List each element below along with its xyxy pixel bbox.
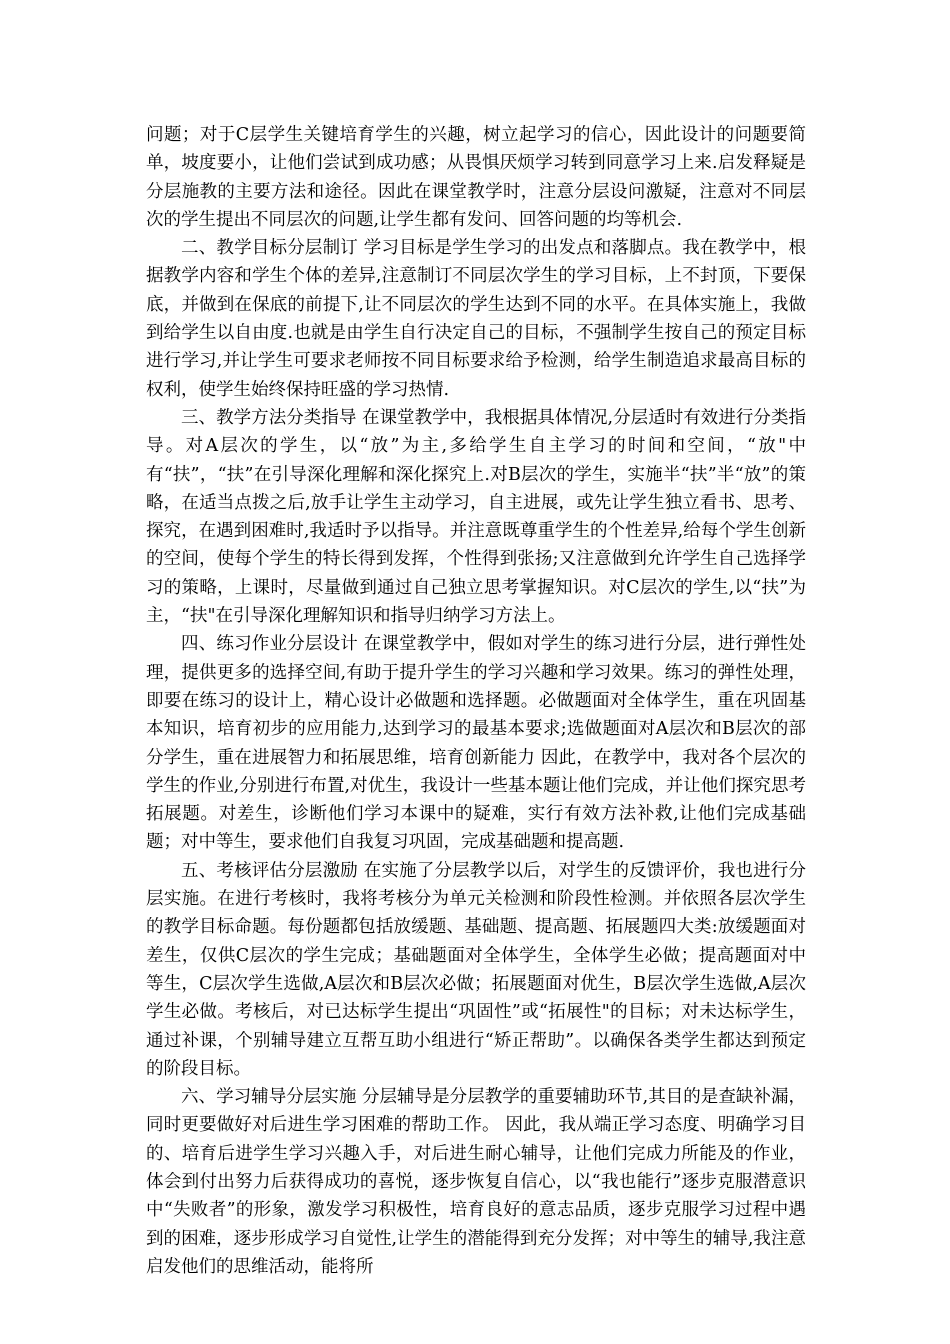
- document-body: [146, 121, 806, 1281]
- paragraph-section-6: 六、学习辅导分层实施 分层辅导是分层教学的重要辅助环节,其目的是查缺补漏，同时更要做好对后进生学习困难的帮助工作。 因此，我从端正学习态度、明确学习目的、培育后进学生学习兴趣入手，对后进生耐心辅导，让他们完成力所能及的作业，体会到付出努力后获得成功的喜悦，逐步恢复自信心，以“我也能行”逐步克服潜意识中“失败者”的形象，激发学习积极性，培育良好的意志品质，逐步克服学习过程中遇到的困难，逐步形成学习自觉性,让学生的潜能得到充分发挥；对中等生的辅导,我注意启发他们的思维活动，能将所: [146, 1087, 806, 1277]
- paragraph-section-3: 三、教学方法分类指导 在课堂教学中，我根据具体情况,分层适时有效进行分类指导。对A层次的学生，以“放”为主,多给学生自主学习的时间和空间，“放"中有“扶”，“扶”在引导深化理解和深化探究上.对B层次的学生，实施半“扶”半“放”的策略，在适当点拨之后,放手让学生主动学习，自主进展，或先让学生独立看书、思考、探究，在遇到困难时,我适时予以指导。并注意既尊重学生的个性差异,给每个学生创新的空间，使每个学生的特长得到发挥，个性得到张扬;又注意做到允许学生自己选择学习的策略，上课时，尽量做到通过自己独立思考掌握知识。对C层次的学生,以“扶”为主，“扶"在引导深化理解知识和指导归纳学习方法上。: [146, 407, 806, 627]
- paragraph-section-2: 二、教学目标分层制订 学习目标是学生学习的出发点和落脚点。我在教学中，根据教学内容和学生个体的差异,注意制订不同层次学生的学习目标，上不封顶，下要保底，并做到在保底的前提下,让不同层次的学生达到不同的水平。在具体实施上，我做到给学生以自由度.也就是由学生自行决定自己的目标，不强制学生按自己的预定目标进行学习,并让学生可要求老师按不同目标要求给予检测，给学生制造追求最高目标的权利，使学生始终保持旺盛的学习热情.: [146, 238, 806, 400]
- paragraph-section-4: 四、练习作业分层设计 在课堂教学中，假如对学生的练习进行分层，进行弹性处理，提供更多的选择空间,有助于提升学生的学习兴趣和学习效果。练习的弹性处理，即要在练习的设计上，精心设计必做题和选择题。必做题面对全体学生，重在巩固基本知识，培育初步的应用能力,达到学习的最基本要求;选做题面对A层次和B层次的部分学生，重在进展智力和拓展思维，培育创新能力 因此，在教学中，我对各个层次的学生的作业,分别进行布置,对优生，我设计一些基本题让他们完成，并让他们探究思考拓展题。对差生，诊断他们学习本课中的疑难，实行有效方法补救,让他们完成基础题；对中等生，要求他们自我复习巩固，完成基础题和提高题.: [146, 634, 806, 853]
- paragraph-intro: 问题；对于C层学生关键培育学生的兴趣，树立起学习的信心，因此设计的问题要简单，坡度要小，让他们尝试到成功感；从畏惧厌烦学习转到同意学习上来.启发释疑是分层施教的主要方法和途径。因此在课堂教学时，注意分层设问激疑，注意对不同层次的学生提出不同层次的问题,让学生都有发问、回答问题的均等机会.: [146, 125, 806, 230]
- paragraph-section-5: 五、考核评估分层激励 在实施了分层教学以后，对学生的反馈评价，我也进行分层实施。在进行考核时，我将考核分为单元关检测和阶段性检测。并依照各层次学生的教学目标命题。每份题都包括放缓题、基础题、提高题、拓展题四大类:放缓题面对差生，仅供C层次的学生完成；基础题面对全体学生，全体学生必做；提高题面对中等生，C层次学生选做,A层次和B层次必做；拓展题面对优生，B层次学生选做,A层次学生必做。考核后，对已达标学生提出“巩固性”或“拓展性"的目标；对未达标学生，通过补课，个别辅导建立互帮互助小组进行“矫正帮助”。以确保各类学生都达到预定的阶段目标。: [146, 860, 806, 1079]
